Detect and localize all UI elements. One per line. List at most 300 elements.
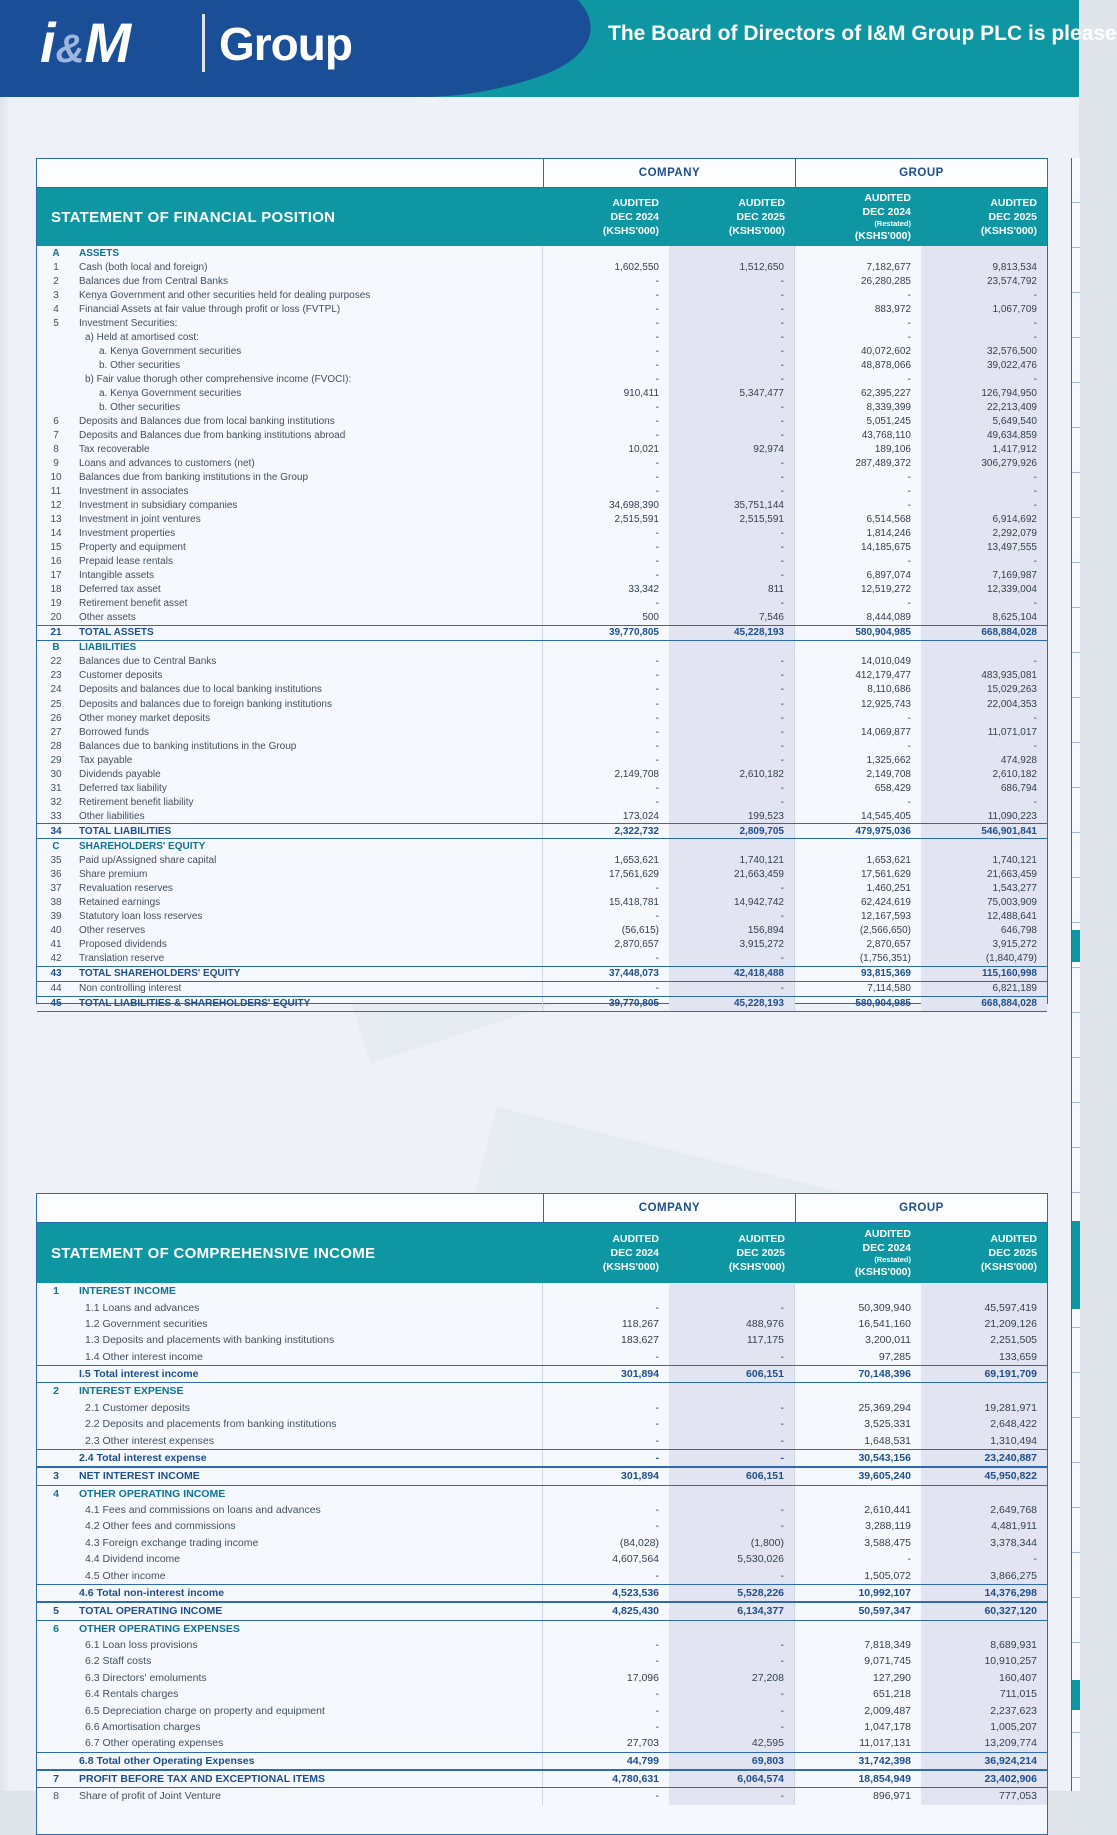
row-value: 17,561,629 [860, 868, 911, 880]
column-header-line: (KSHS'000) [728, 225, 785, 238]
table-row [37, 753, 1047, 767]
group-header-group: GROUP [795, 1194, 1047, 1222]
row-value: - [655, 656, 659, 668]
row-value: 1,417,912 [921, 442, 1047, 456]
row-value: 21,209,126 [921, 1316, 1047, 1332]
row-value: 39,770,805 [608, 627, 659, 639]
row-value: 39,022,476 [921, 358, 1047, 372]
row-value: 14,185,675 [860, 542, 911, 554]
row-value: - [655, 1520, 659, 1533]
column-header-line: AUDITED [990, 196, 1037, 209]
table-row [37, 867, 1047, 881]
table-row [37, 683, 1047, 697]
table-row [37, 938, 1047, 952]
row-number [37, 400, 75, 414]
row-value: - [669, 456, 795, 470]
row-value: 2,610,182 [669, 767, 795, 781]
row-label: 1.1 Loans and advances [75, 1299, 543, 1315]
row-label: OTHER OPERATING EXPENSES [75, 1621, 543, 1637]
row-value: 668,884,028 [921, 997, 1047, 1011]
table-row [37, 1567, 1047, 1583]
row-value: 1,047,178 [864, 1720, 911, 1733]
row-value: 23,402,906 [921, 1771, 1047, 1787]
row-value: 92,974 [669, 442, 795, 456]
row-label: 2.1 Customer deposits [75, 1400, 543, 1416]
row-value: 10,910,257 [921, 1653, 1047, 1669]
table-row [37, 1752, 1047, 1770]
row-value: - [907, 712, 911, 724]
row-value: - [655, 1350, 659, 1363]
row-number [37, 1551, 75, 1567]
row-value: 50,309,940 [858, 1301, 911, 1314]
row-value: 14,376,298 [921, 1585, 1047, 1601]
row-number: 4 [53, 303, 59, 315]
row-label: TOTAL LIABILITIES & SHAREHOLDERS' EQUITY [75, 997, 543, 1011]
row-number [37, 1567, 75, 1583]
row-value: (1,756,351) [859, 953, 911, 965]
row-value: - [655, 882, 659, 894]
row-number [37, 1670, 75, 1686]
row-value: 4,481,911 [921, 1518, 1047, 1534]
table-row [37, 725, 1047, 739]
row-number: 33 [50, 810, 62, 822]
row-number: 44 [50, 983, 62, 995]
row-value: 883,972 [874, 303, 911, 315]
row-value: - [669, 952, 795, 966]
row-value: - [669, 1518, 795, 1534]
table-row [37, 641, 1047, 655]
table-row [37, 982, 1047, 996]
row-label: Kenya Government and other securities held for dealing purposes [75, 288, 543, 302]
row-value [669, 1486, 795, 1502]
table-row [37, 924, 1047, 938]
row-number: 29 [50, 754, 62, 766]
row-value: (2,566,650) [859, 925, 911, 937]
row-value: 49,634,859 [921, 428, 1047, 442]
table-row [37, 485, 1047, 499]
row-value: 23,574,792 [921, 274, 1047, 288]
row-value: - [669, 471, 795, 485]
logo-word: Group [219, 18, 352, 70]
column-header-line: (KSHS'000) [602, 1261, 659, 1274]
row-value: - [921, 739, 1047, 753]
row-value: 668,884,028 [921, 626, 1047, 640]
group-header-spacer [37, 1194, 543, 1222]
row-value: 1,543,277 [921, 881, 1047, 895]
row-value: - [655, 1301, 659, 1314]
row-value: 117,175 [669, 1332, 795, 1348]
row-label: Balances due to banking institutions in the Group [75, 739, 543, 753]
row-label: a) Held at amortised cost: [75, 330, 543, 344]
table-row [37, 1702, 1047, 1718]
table-row [37, 274, 1047, 288]
table-row [37, 1770, 1047, 1788]
row-value: 651,218 [873, 1688, 911, 1701]
table-row [37, 952, 1047, 966]
row-label: 6.5 Depreciation charge on property and equipment [75, 1702, 543, 1718]
row-value: - [655, 670, 659, 682]
row-label: Revaluation reserves [75, 881, 543, 895]
row-value: 36,924,214 [921, 1753, 1047, 1769]
row-value: 115,160,998 [921, 967, 1047, 981]
column-header [921, 1223, 1047, 1283]
row-label: b) Fair value thorugh other comprehensive income (FVOCI): [75, 372, 543, 386]
row-label: Deposits and balances due to local banking institutions [75, 683, 543, 697]
column-header-line: (KSHS'000) [854, 1266, 911, 1279]
table-row [37, 555, 1047, 569]
edge-fragment-teal-block [1072, 1680, 1080, 1710]
column-header-line: (KSHS'000) [980, 1261, 1037, 1274]
row-label: a. Kenya Government securities [75, 386, 543, 400]
column-header [795, 188, 921, 246]
row-label: 1.4 Other interest income [75, 1349, 543, 1365]
table-row [37, 697, 1047, 711]
row-label: 6.3 Directors' emoluments [75, 1670, 543, 1686]
row-value: 45,950,822 [921, 1468, 1047, 1484]
row-value: - [655, 726, 659, 738]
group-header-group: GROUP [795, 159, 1047, 187]
table-body [37, 1283, 1047, 1805]
row-label: 6.6 Amortisation charges [75, 1719, 543, 1735]
row-value: - [669, 1450, 795, 1466]
row-value: 133,659 [921, 1349, 1047, 1365]
row-number: 27 [50, 726, 62, 738]
row-value: - [655, 415, 659, 427]
row-label: Statutory loan loss reserves [75, 909, 543, 923]
row-value: 580,904,985 [855, 627, 911, 639]
row-number [37, 1299, 75, 1315]
row-label: Investment in joint ventures [75, 513, 543, 527]
row-value: 3,588,475 [864, 1536, 911, 1549]
row-value: 2,809,705 [669, 824, 795, 838]
row-value: 7,114,580 [867, 983, 911, 995]
row-label: Deferred tax asset [75, 583, 543, 597]
row-label: Intangible assets [75, 569, 543, 583]
row-label: 2.2 Deposits and placements from banking institutions [75, 1416, 543, 1432]
row-label: 6.2 Staff costs [75, 1653, 543, 1669]
row-number [37, 1400, 75, 1416]
row-value: - [655, 542, 659, 554]
row-value: - [655, 782, 659, 794]
row-value: 2,870,657 [614, 939, 659, 951]
table-row [37, 260, 1047, 274]
row-value [795, 1283, 921, 1299]
row-value: 39,770,805 [608, 998, 659, 1010]
row-number: 13 [50, 514, 62, 526]
row-number: 39 [50, 910, 62, 922]
row-label: 4.4 Dividend income [75, 1551, 543, 1567]
table-row [37, 1416, 1047, 1432]
table-title: STATEMENT OF FINANCIAL POSITION [51, 208, 336, 226]
row-value: - [655, 486, 659, 498]
row-value: - [669, 1299, 795, 1315]
table-row [37, 895, 1047, 909]
edge-fragment-teal-block [1072, 1221, 1080, 1309]
row-value: 127,290 [873, 1671, 911, 1684]
row-value: 70,148,396 [858, 1368, 911, 1381]
row-number: A [52, 247, 60, 259]
table-row [37, 1653, 1047, 1669]
row-value [669, 1283, 795, 1299]
row-number: 40 [50, 925, 62, 937]
row-value: 14,069,877 [860, 726, 911, 738]
row-value: - [669, 1719, 795, 1735]
row-value: 1,740,121 [669, 853, 795, 867]
row-value: 12,488,641 [921, 909, 1047, 923]
row-value [543, 1486, 669, 1502]
table-row [37, 414, 1047, 428]
row-value: 34,698,390 [608, 500, 659, 512]
row-value: 2,009,487 [864, 1704, 911, 1717]
row-number: 26 [50, 712, 62, 724]
page-left-gutter-shadow [0, 97, 10, 1791]
group-header-spacer [37, 159, 543, 187]
row-label: 4.3 Foreign exchange trading income [75, 1535, 543, 1551]
row-number: 45 [50, 998, 62, 1010]
column-header-line: DEC 2024 (Restated) [862, 1241, 911, 1265]
row-value: 12,519,272 [860, 584, 911, 596]
row-value: - [655, 1688, 659, 1701]
row-value: - [655, 1451, 659, 1464]
row-value: - [655, 289, 659, 301]
row-value: - [669, 330, 795, 344]
row-value: 12,339,004 [921, 583, 1047, 597]
row-value: 62,395,227 [860, 387, 911, 399]
row-number: 11 [50, 486, 62, 498]
row-value: 37,448,073 [608, 968, 659, 980]
row-value: - [655, 401, 659, 413]
row-number: 1 [53, 261, 59, 273]
row-value: - [655, 1704, 659, 1717]
row-value: - [655, 317, 659, 329]
row-label: Other liabilities [75, 809, 543, 823]
table-row [37, 1670, 1047, 1686]
column-header-line: DEC 2025 [988, 1246, 1037, 1259]
row-value: 14,010,049 [860, 656, 911, 668]
row-value: - [655, 303, 659, 315]
row-value: 27,208 [669, 1670, 795, 1686]
column-header-line: (KSHS'000) [854, 230, 911, 243]
row-value: - [655, 429, 659, 441]
table-row [37, 288, 1047, 302]
row-value: 9,071,745 [864, 1655, 911, 1668]
row-value: 40,072,602 [860, 345, 911, 357]
row-number: 15 [50, 542, 62, 554]
row-value: 6,914,692 [921, 513, 1047, 527]
row-label: Deposits and Balances due from banking institutions abroad [75, 428, 543, 442]
row-number: 37 [50, 882, 62, 894]
row-number: 3 [53, 289, 59, 301]
table-row [37, 1383, 1047, 1399]
row-number: 42 [50, 953, 62, 965]
row-value: 22,004,353 [921, 697, 1047, 711]
row-value: 43,768,110 [861, 429, 911, 441]
row-number [37, 1416, 75, 1432]
row-number: 24 [50, 684, 62, 696]
row-number: B [52, 642, 60, 654]
row-value: - [669, 1702, 795, 1718]
column-header [543, 1223, 669, 1283]
table-row [37, 1332, 1047, 1348]
row-value: - [655, 345, 659, 357]
column-header [669, 1223, 795, 1283]
table-row [37, 669, 1047, 683]
row-label: Retirement benefit asset [75, 597, 543, 611]
row-number: 7 [53, 1773, 59, 1786]
row-number: 3 [53, 1470, 59, 1483]
row-value: - [669, 527, 795, 541]
row-value: 10,021 [628, 443, 659, 455]
column-header-line: DEC 2025 [988, 210, 1037, 223]
row-value: 14,545,405 [860, 810, 911, 822]
row-value: 658,429 [874, 782, 911, 794]
row-value [921, 1621, 1047, 1637]
row-value: - [669, 597, 795, 611]
row-value: - [669, 753, 795, 767]
row-value [795, 246, 921, 260]
row-value: 62,424,619 [860, 896, 911, 908]
row-value: 45,228,193 [669, 997, 795, 1011]
row-value: - [655, 910, 659, 922]
row-number: 5 [53, 317, 59, 329]
row-value: 25,369,294 [858, 1401, 911, 1414]
row-value: - [655, 1569, 659, 1582]
table-row [37, 499, 1047, 513]
table-row [37, 1551, 1047, 1567]
row-value: 546,901,841 [921, 824, 1047, 838]
row-number [37, 358, 75, 372]
row-value: (84,028) [619, 1536, 659, 1549]
row-value: (1,840,479) [921, 952, 1047, 966]
row-value [543, 641, 669, 655]
row-value: - [669, 781, 795, 795]
row-value: 11,017,131 [859, 1737, 911, 1750]
row-label: 1.2 Government securities [75, 1316, 543, 1332]
table-row [37, 809, 1047, 823]
row-value: - [655, 1418, 659, 1431]
row-value: 6,064,574 [669, 1771, 795, 1787]
row-value: - [669, 711, 795, 725]
row-value [795, 641, 921, 655]
row-label: Other assets [75, 611, 543, 625]
restated-note: (Restated) [874, 1255, 911, 1265]
table-body [37, 246, 1047, 1012]
row-value: - [921, 499, 1047, 513]
logo-divider-bar [202, 14, 205, 72]
row-label: INTEREST INCOME [75, 1283, 543, 1299]
row-value: - [669, 1349, 795, 1365]
row-value: 2,649,768 [921, 1502, 1047, 1518]
row-value: - [669, 288, 795, 302]
row-number: 10 [50, 472, 62, 484]
row-value [921, 1283, 1047, 1299]
row-value: 3,915,272 [669, 938, 795, 952]
row-value: 1,460,251 [866, 882, 911, 894]
table-row [37, 853, 1047, 867]
table-row [37, 1400, 1047, 1416]
row-value: 2,870,657 [866, 939, 911, 951]
row-value: 2,251,505 [921, 1332, 1047, 1348]
row-value: 2,149,708 [614, 768, 659, 780]
table-row [37, 1502, 1047, 1518]
row-label: 6.8 Total other Operating Expenses [75, 1753, 543, 1769]
row-value: - [655, 754, 659, 766]
row-value: 5,051,245 [866, 415, 911, 427]
row-value: - [669, 909, 795, 923]
row-value: - [655, 983, 659, 995]
row-label: Financial Assets at fair value through profit or loss (FVTPL) [75, 302, 543, 316]
row-value: 3,866,275 [921, 1567, 1047, 1583]
row-value [921, 246, 1047, 260]
table-row [37, 386, 1047, 400]
row-value [543, 1621, 669, 1637]
row-value: 7,169,987 [921, 569, 1047, 583]
row-value: - [907, 472, 911, 484]
row-value: 6,821,189 [921, 982, 1047, 996]
table-title: STATEMENT OF COMPREHENSIVE INCOME [51, 1244, 376, 1262]
row-value: 1,005,207 [921, 1719, 1047, 1735]
table-row [37, 400, 1047, 414]
row-value: - [669, 344, 795, 358]
row-value: 1,602,550 [614, 261, 659, 273]
row-value: 189,106 [874, 443, 911, 455]
row-value: 2,149,708 [866, 768, 911, 780]
row-value: 412,179,477 [855, 670, 911, 682]
table-row [37, 1365, 1047, 1383]
column-header [543, 188, 669, 246]
row-value: 5,347,477 [669, 386, 795, 400]
row-number [37, 1719, 75, 1735]
table-row [37, 767, 1047, 781]
row-value: 7,818,349 [864, 1639, 911, 1652]
page-edge-fragment [1071, 158, 1080, 1791]
row-value: - [669, 1686, 795, 1702]
row-value: 183,627 [621, 1334, 659, 1347]
row-value: 31,742,398 [858, 1754, 911, 1767]
restated-note: (Restated) [874, 219, 911, 229]
group-header-row [37, 1194, 1047, 1223]
row-value: 8,444,089 [866, 612, 911, 624]
row-value: 1,325,662 [866, 754, 911, 766]
row-value: - [655, 1434, 659, 1447]
row-label: TOTAL SHAREHOLDERS' EQUITY [75, 967, 543, 981]
table-row [37, 966, 1047, 982]
row-value: 69,803 [669, 1753, 795, 1769]
row-value: - [669, 302, 795, 316]
column-header-line: DEC 2024 [610, 1246, 659, 1259]
row-value: 3,915,272 [921, 938, 1047, 952]
row-number: 18 [50, 584, 62, 596]
column-header-line: (KSHS'000) [602, 225, 659, 238]
row-value: 126,794,950 [921, 386, 1047, 400]
row-value: - [655, 570, 659, 582]
row-value: - [655, 1790, 659, 1803]
row-value: 17,096 [626, 1671, 659, 1684]
row-value: 11,090,223 [921, 809, 1047, 823]
table-row [37, 1621, 1047, 1637]
table-row [37, 1637, 1047, 1653]
column-header-line: DEC 2025 [736, 1246, 785, 1259]
row-value: - [655, 528, 659, 540]
row-value: 39,605,240 [858, 1470, 911, 1483]
column-header [669, 188, 795, 246]
row-label: PROFIT BEFORE TAX AND EXCEPTIONAL ITEMS [75, 1771, 543, 1787]
row-value [543, 246, 669, 260]
row-value: 75,003,909 [921, 895, 1047, 909]
row-value: 2,515,591 [614, 514, 659, 526]
table-row [37, 316, 1047, 330]
row-value: (56,615) [621, 925, 659, 937]
